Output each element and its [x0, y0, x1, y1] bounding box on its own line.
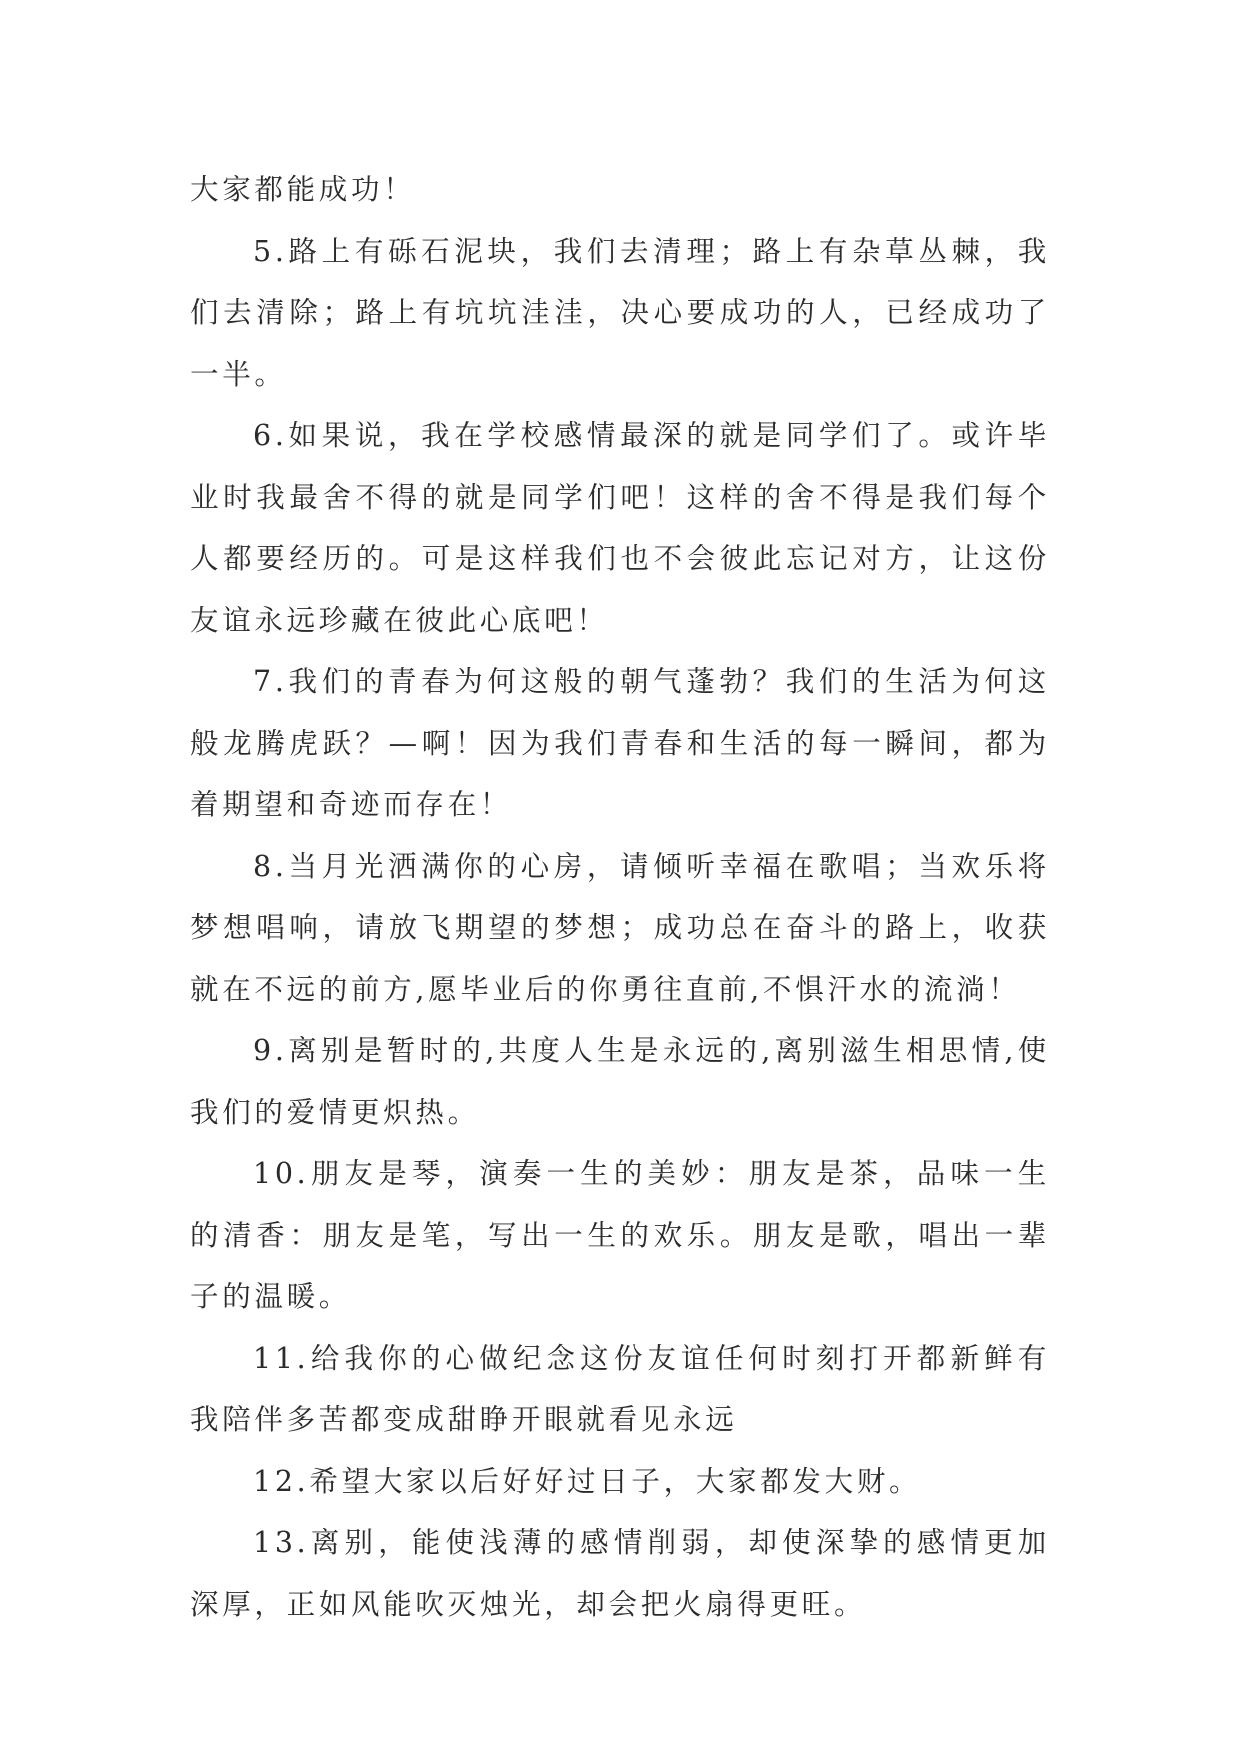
- paragraph-continuation: 大家都能成功！: [190, 173, 416, 206]
- document-body: [190, 159, 1050, 1635]
- paragraph-item-11: 11.给我你的心做纪念这份友谊任何时刻打开都新鲜有我陪伴多苦都变成甜睁开眼就看见永远: [190, 1341, 1050, 1436]
- paragraph-item-13: 13.离别，能使浅薄的感情削弱，却使深挚的感情更加深厚，正如风能吹灭烛光，却会把火扇得更旺。: [190, 1526, 1050, 1621]
- paragraph-item-8: 8.当月光洒满你的心房，请倾听幸福在歌唱；当欢乐将梦想唱响，请放飞期望的梦想；成功总在奋斗的路上，收获就在不远的前方,愿毕业后的你勇往直前,不惧汗水的流淌！: [190, 849, 1050, 1006]
- paragraph-item-9: 9.离别是暂时的,共度人生是永远的,离别滋生相思情,使我们的爱情更炽热。: [190, 1034, 1050, 1129]
- paragraph-item-10: 10.朋友是琴，演奏一生的美妙：朋友是茶，品味一生的清香：朋友是笔，写出一生的欢乐。朋友是歌，唱出一辈子的温暖。: [190, 1157, 1050, 1313]
- paragraph-item-7: 7.我们的青春为何这般的朝气蓬勃？我们的生活为何这般龙腾虎跃？—啊！因为我们青春和生活的每一瞬间，都为着期望和奇迹而存在！: [190, 665, 1050, 821]
- paragraph-item-5: 5.路上有砾石泥块，我们去清理；路上有杂草丛棘，我们去清除；路上有坑坑洼洼，决心要成功的人，已经成功了一半。: [190, 234, 1050, 391]
- paragraph-item-6: 6.如果说，我在学校感情最深的就是同学们了。或许毕业时我最舍不得的就是同学们吧！这样的舍不得是我们每个人都要经历的。可是这样我们也不会彼此忘记对方，让这份友谊永远珍藏在彼此心底吧！: [190, 419, 1050, 637]
- paragraph-item-12: 12.希望大家以后好好过日子，大家都发大财。: [253, 1464, 922, 1498]
